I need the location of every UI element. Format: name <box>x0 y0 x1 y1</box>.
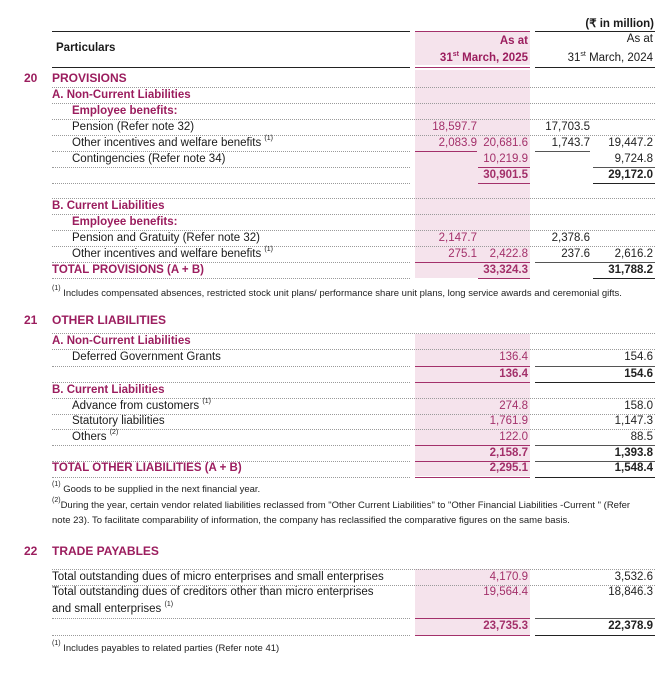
fy2025-value: 136.4 <box>499 351 528 363</box>
header-bottom-rule-2025 <box>415 67 530 68</box>
fy2024-sub-value: 237.6 <box>561 248 590 260</box>
note20-title-row <box>0 71 672 86</box>
row-label: Pension and Gratuity (Refer note 32) <box>72 232 260 244</box>
row-label: Other incentives and welfare benefits $^{(1)}$ <box>72 135 273 149</box>
note20-a-title-row <box>0 88 672 103</box>
divider <box>52 635 410 636</box>
fy2024-value: 18,846.3 <box>608 586 653 598</box>
table-row <box>0 570 672 585</box>
row-label: Contingencies (Refer note 34) <box>72 153 226 165</box>
fy2024-total: 22,378.9 <box>608 620 653 632</box>
footnote-marker: (1) <box>264 135 273 142</box>
note22-title: TRADE PAYABLES <box>52 544 159 558</box>
divider <box>52 477 410 478</box>
fy2025-a-total: 30,901.5 <box>483 169 528 181</box>
fy2025-total-value: 20,681.6 <box>483 137 528 149</box>
note21-b-title-row <box>0 383 672 398</box>
fy2025-value: 4,170.9 <box>489 571 528 583</box>
note20-b-group-row <box>0 215 672 230</box>
fy2024-header-line2: 31st March, 2024 <box>567 51 653 64</box>
table-row <box>0 152 672 167</box>
note22-number: 22 <box>24 544 38 558</box>
fy2025-value: 19,564.4 <box>483 586 528 598</box>
header-bottom-rule <box>52 67 410 68</box>
table-row <box>0 414 672 429</box>
note21-title: OTHER LIABILITIES <box>52 313 166 327</box>
note20-total-row <box>0 263 672 278</box>
note22-title-row <box>0 544 672 559</box>
fy2025-total-value: 2,422.8 <box>489 248 528 260</box>
note20-a-group: Employee benefits: <box>72 105 178 117</box>
table-row <box>0 399 672 414</box>
fy2025-sub-value: 2,083.9 <box>438 137 477 149</box>
total-under-2024 <box>535 635 655 636</box>
fy2025-grand-total: 2,295.1 <box>489 462 528 474</box>
fy2024-grand-total: 31,788.2 <box>608 264 653 276</box>
row-label: Others $^{(2)}$ <box>72 429 119 443</box>
grand-total-under-2025 <box>478 278 530 279</box>
fy2025-sub-value: 2,147.7 <box>438 232 477 244</box>
grand-total-under-2024 <box>593 278 655 279</box>
table-row <box>0 136 672 151</box>
grand-total-under-2025 <box>415 477 530 478</box>
fy2024-sub-value: 17,703.5 <box>545 121 590 133</box>
note21-total-row <box>0 461 672 476</box>
note20-footnote: $^{(1)}$ Includes compensated absences, restricted stock unit plans/ performance share unit plans, long service awards and ceremonial gifts. <box>52 285 622 299</box>
note21-a-total-row <box>0 367 672 382</box>
fy2024-total-value: 19,447.2 <box>608 137 653 149</box>
fy2024-value: 3,532.6 <box>614 571 653 583</box>
fy2024-sub-value: 2,378.6 <box>551 232 590 244</box>
fy2024-b-total: 1,393.8 <box>614 447 653 459</box>
table-row <box>0 430 672 445</box>
row-label-line2: and small enterprises $^{(1)}$ <box>52 601 174 615</box>
table-row <box>0 585 672 600</box>
note20-b-title: B. Current Liabilities <box>52 200 165 212</box>
note20-number: 20 <box>24 71 38 85</box>
note21-total-label: TOTAL OTHER LIABILITIES (A + B) <box>52 462 242 474</box>
footnote-marker: (1) <box>164 601 174 608</box>
note20-a-group-row <box>0 104 672 119</box>
note20-a-title: A. Non-Current Liabilities <box>52 89 191 101</box>
row-label: Total outstanding dues of micro enterprises and small enterprises <box>52 571 384 583</box>
fy2025-value: 274.8 <box>499 400 528 412</box>
note20-b-group: Employee benefits: <box>72 216 178 228</box>
note21-title-row <box>0 313 672 328</box>
note22-footnote: $^{(1)}$ Includes payables to related parties (Refer note 41) <box>52 640 280 654</box>
table-row <box>0 247 672 262</box>
divider <box>52 278 410 279</box>
fy2025-header-line1: As at <box>499 35 528 47</box>
footnote-marker: (1) <box>264 246 273 253</box>
row-label-line1: Total outstanding dues of creditors other than micro enterprises <box>52 586 374 598</box>
fy2025-value: 1,761.9 <box>489 415 528 427</box>
note21-a-title: A. Non-Current Liabilities <box>52 335 191 347</box>
fy2024-value: 1,147.3 <box>614 415 653 427</box>
fy2025-header-line2: 31st March, 2025 <box>439 51 528 64</box>
note20-a-total-row <box>0 168 672 183</box>
note22-total-row <box>0 619 672 634</box>
divider <box>52 183 410 184</box>
fy2024-a-total: 154.6 <box>624 368 653 380</box>
row-label: Deferred Government Grants <box>72 351 221 363</box>
header-top-rule-2025 <box>415 31 530 32</box>
particulars-header: Particulars <box>56 42 116 54</box>
fy2025-sub-value: 18,597.7 <box>432 121 477 133</box>
fy2025-total-value: 10,219.9 <box>483 153 528 165</box>
row-label: Pension (Refer note 32) <box>72 121 195 133</box>
unit-label: (₹ in million) <box>585 18 654 30</box>
fy2024-a-total: 29,172.0 <box>608 169 653 181</box>
header-top-rule-2024 <box>535 31 655 32</box>
fy2024-value: 154.6 <box>624 351 653 363</box>
table-row <box>0 350 672 365</box>
note20-b-title-row <box>0 199 672 214</box>
note20-title: PROVISIONS <box>52 71 127 85</box>
note21-footnote-1: $^{(1)}$ Goods to be supplied in the next financial year. <box>52 481 261 495</box>
table-row-cont <box>0 602 672 617</box>
a-total-under-2024 <box>593 183 655 184</box>
note21-number: 21 <box>24 313 38 327</box>
header-bottom-rule-2024 <box>535 67 655 68</box>
fy2025-total: 23,735.3 <box>483 620 528 632</box>
footnote-marker: (2) <box>109 429 119 436</box>
fy2024-total-value: 2,616.2 <box>614 248 653 260</box>
fy2024-value: 158.0 <box>624 400 653 412</box>
fy2024-sub-value: 1,743.7 <box>551 137 590 149</box>
footnote-marker: (1) <box>202 398 211 405</box>
note20-total-label: TOTAL PROVISIONS (A + B) <box>52 264 204 276</box>
fy2024-value: 88.5 <box>630 431 653 443</box>
fy2024-grand-total: 1,548.4 <box>614 462 653 474</box>
note21-footnote-2: $^{(2)}$During the year, certain vendor related liabilities reclassed from "Other Current Liabilities" to "Other Financial Liabilities -Current " (Refer note 23). To facilitate comparability of information, the company has reclassified the comparative figures on the same basis. <box>52 497 631 526</box>
fy2024-total-value: 9,724.8 <box>614 153 653 165</box>
note21-b-total-row <box>0 446 672 461</box>
fy2025-grand-total: 33,324.3 <box>483 264 528 276</box>
total-under-2025 <box>415 635 530 636</box>
row-label: Advance from customers $^{(1)}$ <box>72 398 211 412</box>
fy2025-sub-value: 275.1 <box>448 248 477 260</box>
a-total-under-2025 <box>478 183 530 184</box>
header-top-rule <box>52 31 410 32</box>
fy2025-a-total: 136.4 <box>499 368 528 380</box>
fy2025-b-total: 2,158.7 <box>489 447 528 459</box>
fy2024-header-line1: As at <box>626 33 653 45</box>
note21-a-title-row <box>0 334 672 349</box>
table-row <box>0 120 672 135</box>
note21-b-title: B. Current Liabilities <box>52 384 165 396</box>
row-label: Statutory liabilities <box>72 415 165 427</box>
fy2025-value: 122.0 <box>499 431 528 443</box>
table-row <box>0 231 672 246</box>
grand-total-under-2024 <box>535 477 655 478</box>
row-label: Other incentives and welfare benefits $^{(1)}$ <box>72 246 273 260</box>
